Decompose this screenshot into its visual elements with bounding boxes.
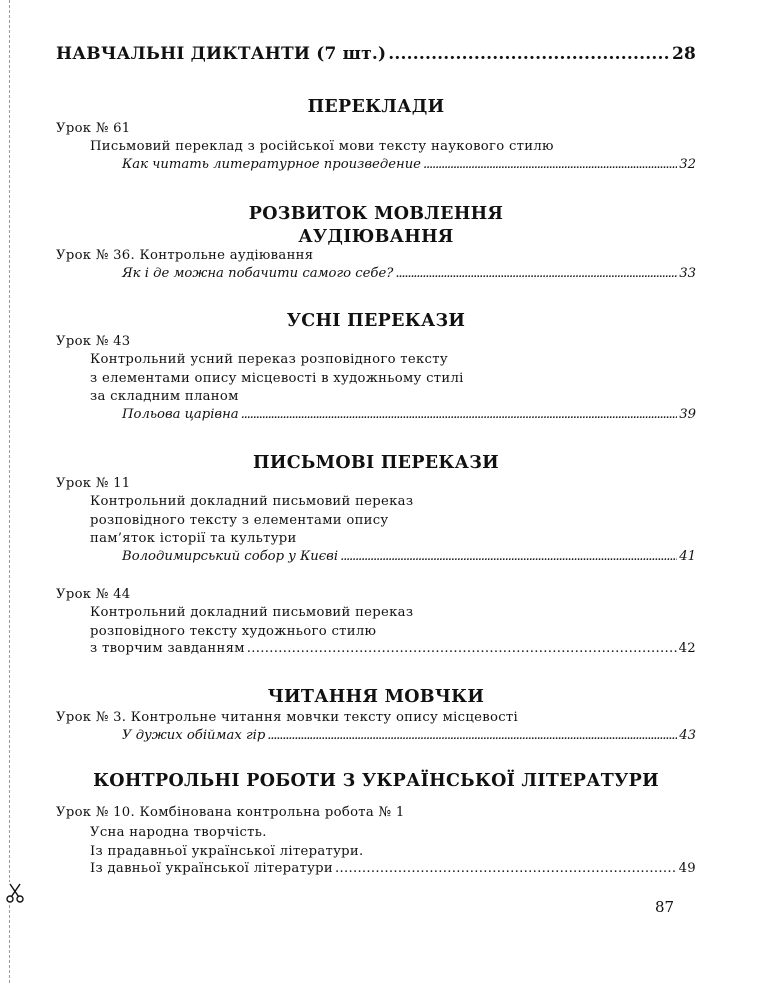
page-ref: 49 bbox=[678, 861, 696, 876]
lesson-label: Урок № 61 bbox=[56, 121, 131, 136]
page-ref: 33 bbox=[679, 266, 696, 281]
toc-entry-work[interactable]: з творчим завданням ..... 42 bbox=[90, 640, 696, 659]
page-ref: 41 bbox=[679, 549, 696, 564]
cut-line bbox=[9, 0, 10, 983]
section-title-literature: КОНТРОЛЬНІ РОБОТИ З УКРАЇНСЬКОЇ ЛІТЕРАТУРИ bbox=[93, 771, 659, 791]
page-ref: 28 bbox=[671, 44, 696, 64]
page-ref: 39 bbox=[679, 407, 696, 422]
scissors-icon bbox=[4, 882, 26, 904]
lesson-label: Урок № 44 bbox=[56, 587, 131, 602]
toc-entry-work[interactable]: У дужих обіймах гір ..... 43 bbox=[122, 727, 696, 745]
toc-entry-work[interactable]: Польова царівна ..... 39 bbox=[122, 406, 696, 424]
toc-entry-work[interactable]: Как читать литературное произведение ..... 32 bbox=[122, 156, 696, 174]
toc-entry-dictations[interactable]: НАВЧАЛЬНІ ДИКТАНТИ (7 шт.) ..... 28 bbox=[56, 44, 696, 64]
lesson-description: Контрольний докладний письмовий переказ розповідного тексту художнього стилю bbox=[90, 605, 414, 639]
page-ref: 32 bbox=[679, 157, 696, 172]
section-title-written: ПИСЬМОВІ ПЕРЕКАЗИ bbox=[253, 453, 499, 473]
section-title-oral: УСНІ ПЕРЕКАЗИ bbox=[286, 311, 466, 331]
lesson-description: Контрольний усний переказ розповідного тексту з елементами опису місцевості в художньому стилі за складним планом bbox=[90, 352, 464, 404]
toc-entry-work[interactable]: Володимирський собор у Києві ..... 41 bbox=[122, 548, 696, 566]
page-ref: 42 bbox=[678, 641, 696, 656]
lesson-description: Контрольний докладний письмовий переказ розповідного тексту з елементами опису пам’яток історії та культури bbox=[90, 494, 414, 546]
lesson-label: Урок № 43 bbox=[56, 334, 131, 349]
section-title-silent-reading: ЧИТАННЯ МОВЧКИ bbox=[267, 687, 485, 707]
page-number: 87 bbox=[655, 898, 675, 916]
section-title-speech: РОЗВИТОК МОВЛЕННЯ bbox=[248, 204, 504, 224]
lesson-label: Урок № 10. Комбінована контрольна робота № 1 bbox=[56, 805, 405, 820]
toc-entry-work[interactable]: Як і де можна побачити самого себе? ..... 33 bbox=[122, 265, 696, 283]
toc-entry-work[interactable]: Із давньої української літератури ..... 49 bbox=[90, 860, 696, 879]
lesson-label: Урок № 3. Контрольне читання мовчки тексту опису місцевості bbox=[56, 710, 519, 725]
lesson-description: Усна народна творчість. Із прадавньої української літератури. bbox=[90, 825, 364, 859]
lesson-label: Урок № 36. Контрольне аудіювання bbox=[56, 248, 314, 263]
lesson-label: Урок № 11 bbox=[56, 476, 131, 491]
section-subtitle-listening: АУДІЮВАННЯ bbox=[298, 227, 454, 247]
section-title-translations: ПЕРЕКЛАДИ bbox=[307, 97, 445, 117]
page-ref: 43 bbox=[679, 728, 696, 743]
lesson-description: Письмовий переклад з російської мови тексту наукового стилю bbox=[90, 139, 554, 154]
